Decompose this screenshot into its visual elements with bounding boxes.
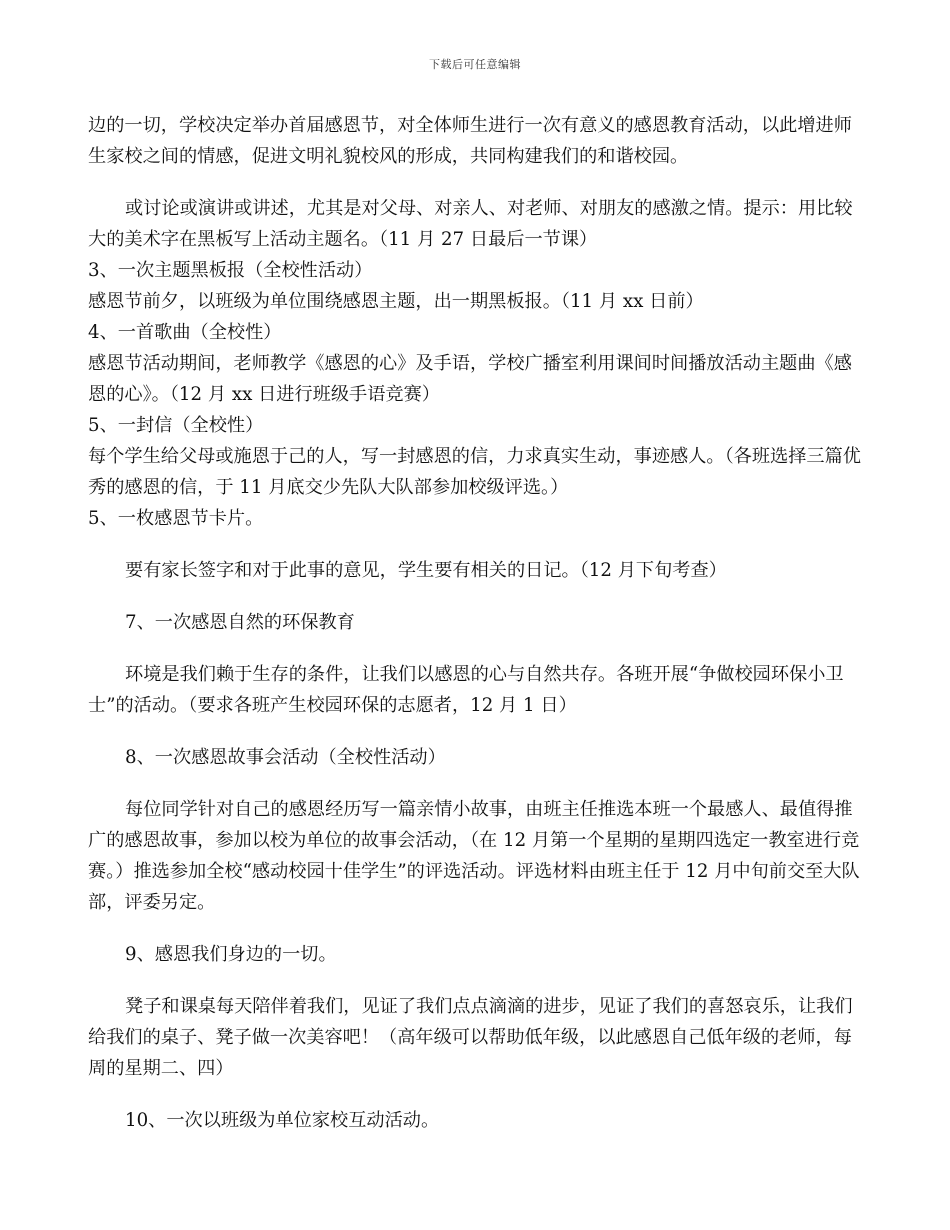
item-body-card: 要有家长签字和对于此事的意见，学生要有相关的日记。（12 月下旬考查） [125, 560, 727, 581]
item-heading-song: 4、一首歌曲（全校性） [88, 322, 282, 343]
item-body-surroundings: 凳子和课桌每天陪伴着我们，见证了我们点点滴滴的进步，见证了我们的喜怒哀乐，让我们给我们的桌子、凳子做一次美容吧！（高年级可以帮助低年级，以此感恩自己低年级的老师，每周的星期二、四） [88, 996, 853, 1079]
item-body-letter: 每个学生给父母或施恩于己的人，写一封感恩的信，力求真实生动，事迹感人。（各班选择三篇优秀的感恩的信，于 11 月底交少先队大队部参加校级评选。） [88, 446, 861, 498]
item-body-blackboard: 感恩节前夕，以班级为单位围绕感恩主题，出一期黑板报。（11 月 xx 日前） [88, 291, 704, 312]
item-heading-story: 8、一次感恩故事会活动（全校性活动） [125, 747, 446, 768]
item-body-story: 每位同学针对自己的感恩经历写一篇亲情小故事，由班主任推选本班一个最感人、最值得推广的感恩故事，参加以校为单位的故事会活动，（在 12 月第一个星期的星期四选定一教室进行竞赛。）推选参加全校“感动校园十佳学生”的评选活动。评选材料由班主任于 12 月中旬前交至大队部，评委另定。 [88, 799, 860, 913]
paragraph-intro: 边的一切，学校决定举办首届感恩节，对全体师生进行一次有意义的感恩教育活动，以此增进师生家校之间的情感，促进文明礼貌校风的形成，共同构建我们的和谐校园。 [88, 115, 852, 167]
page-header: 下载后可任意编辑 [429, 58, 521, 71]
document-body [88, 110, 868, 1136]
item-heading-environment: 7、一次感恩自然的环保教育 [125, 612, 355, 633]
item-body-environment: 环境是我们赖于生存的条件，让我们以感恩的心与自然共存。各班开展“争做校园环保小卫士”的活动。（要求各班产生校园环保的志愿者，12 月 1 日） [88, 664, 844, 716]
item-heading-letter: 5、一封信（全校性） [88, 415, 264, 436]
item-heading-surroundings: 9、感恩我们身边的一切。 [125, 944, 337, 965]
item-body-song: 感恩节活动期间，老师教学《感恩的心》及手语，学校广播室利用课间时间播放活动主题曲《感恩的心》。（12 月 xx 日进行班级手语竞赛） [88, 353, 852, 405]
item-heading-blackboard: 3、一次主题黑板报（全校性活动） [88, 260, 373, 281]
item-heading-card: 5、一枚感恩节卡片。 [88, 508, 264, 529]
paragraph-discussion: 或讨论或演讲或讲述，尤其是对父母、对亲人、对老师、对朋友的感激之情。提示：用比较大的美术字在黑板写上活动主题名。（11 月 27 日最后一节课） [88, 198, 853, 250]
item-heading-home-school: 10、一次以班级为单位家校互动活动。 [125, 1110, 440, 1131]
